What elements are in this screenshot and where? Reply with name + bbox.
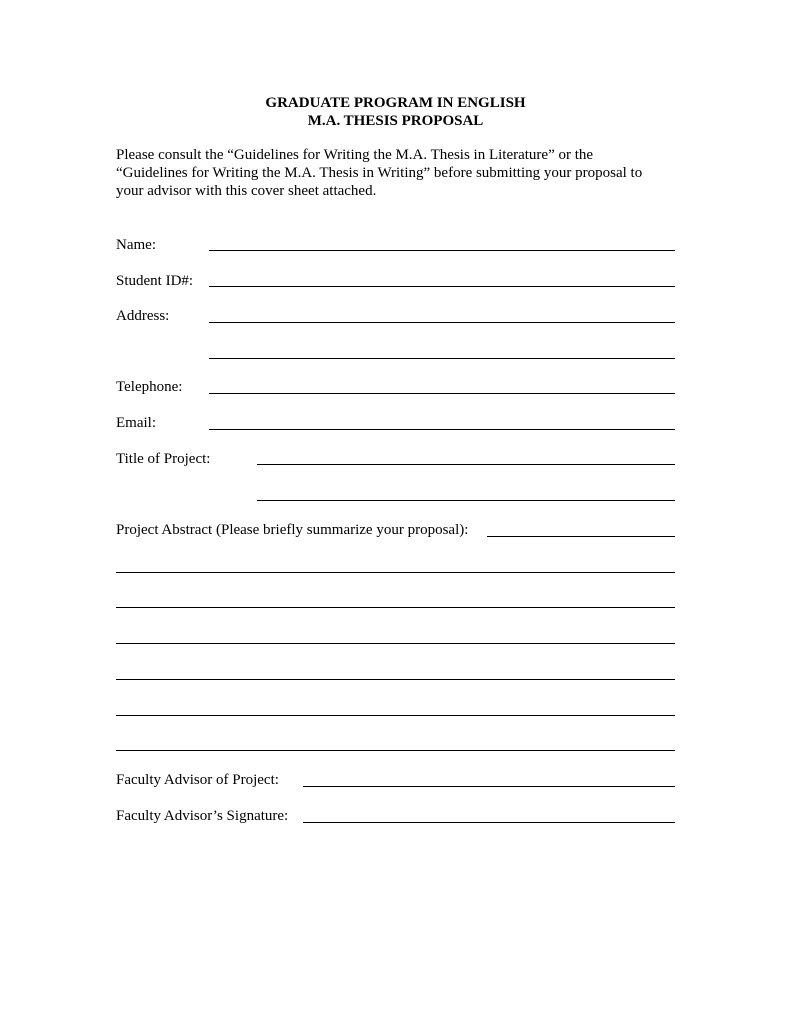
telephone-label: Telephone: — [116, 379, 183, 395]
project-title-field-line-1[interactable] — [257, 464, 675, 465]
instructions-line-2: “Guidelines for Writing the M.A. Thesis in Writing” before submitting your proposal to — [116, 165, 643, 181]
project-abstract-field-line-4[interactable] — [116, 643, 675, 644]
name-field[interactable] — [209, 250, 675, 251]
project-abstract-label: Project Abstract (Please briefly summarize your proposal): — [116, 522, 469, 538]
faculty-advisor-field[interactable] — [303, 786, 675, 787]
instructions-paragraph — [116, 146, 696, 200]
instructions-line-1: Please consult the “Guidelines for Writing the M.A. Thesis in Literature” or the — [116, 147, 594, 163]
project-abstract-field-line-3[interactable] — [116, 607, 675, 608]
address-field-line-2[interactable] — [209, 358, 675, 359]
faculty-signature-label: Faculty Advisor’s Signature: — [116, 808, 289, 824]
project-abstract-field-line-6[interactable] — [116, 715, 675, 716]
instructions-line-3: your advisor with this cover sheet attached. — [116, 183, 377, 199]
telephone-field[interactable] — [209, 393, 675, 394]
address-field-line-1[interactable] — [209, 322, 675, 323]
faculty-signature-field[interactable] — [303, 822, 675, 823]
project-abstract-field-line-2[interactable] — [116, 572, 675, 573]
project-abstract-field-line-7[interactable] — [116, 750, 675, 751]
project-title-field-line-2[interactable] — [257, 500, 675, 501]
email-field[interactable] — [209, 429, 675, 430]
student-id-field[interactable] — [209, 286, 675, 287]
student-id-label: Student ID#: — [116, 273, 194, 289]
address-label: Address: — [116, 308, 170, 324]
name-label: Name: — [116, 237, 156, 253]
form-title-line-2: M.A. THESIS PROPOSAL — [307, 113, 484, 129]
project-abstract-field-line-1[interactable] — [487, 536, 675, 537]
email-label: Email: — [116, 415, 156, 431]
project-abstract-field-line-5[interactable] — [116, 679, 675, 680]
faculty-advisor-label: Faculty Advisor of Project: — [116, 772, 279, 788]
form-title-line-1: GRADUATE PROGRAM IN ENGLISH — [265, 95, 526, 111]
project-title-label: Title of Project: — [116, 451, 211, 467]
